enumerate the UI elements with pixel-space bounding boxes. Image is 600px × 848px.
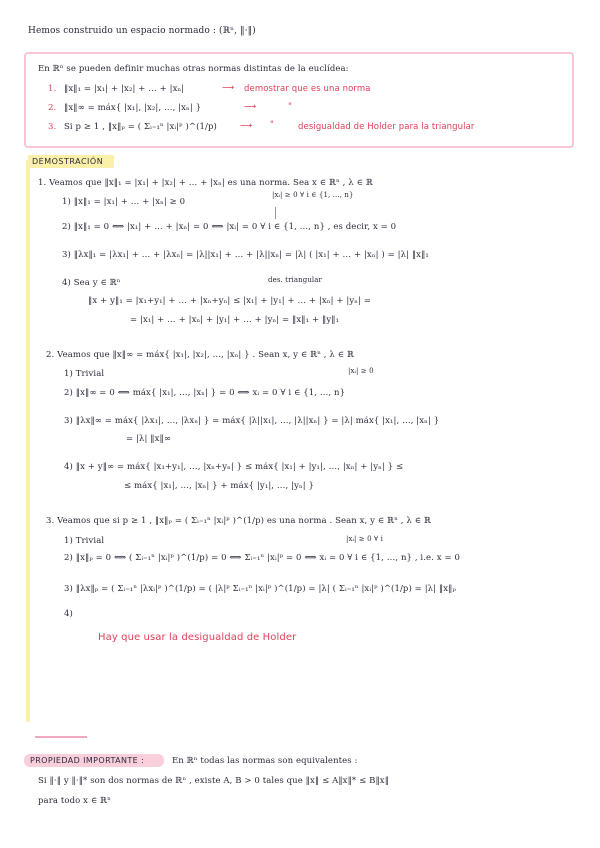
item-1-number: 1.	[48, 84, 57, 94]
s1-line-2: 2) ‖x‖₁ = 0 ⟺ |x₁| + … + |xₙ| = 0 ⟺ |xᵢ| = 0 ∀ i ∈ {1, …, n} , es decir, x = 0	[62, 222, 397, 232]
s1-down-arrow	[275, 207, 276, 219]
s3-l2-note: |xᵢ| ≥ 0 ∀ i	[346, 535, 383, 543]
s3-line-2: 2) ‖x‖ₚ = 0 ⟺ ( Σᵢ₌₁ⁿ |xᵢ|ᵖ )^(1/p) = 0 ⟺ Σᵢ₌₁ⁿ |xᵢ|ᵖ = 0 ⟺ xᵢ = 0 ∀ i ∈ {1, …, n} , i.e. x = 0	[64, 553, 461, 563]
page-title: Hemos construido un espacio normado : (ℝⁿ, ‖·‖)	[28, 26, 256, 36]
s2-line-1: 1) Trivial	[64, 369, 105, 379]
separator-line	[35, 736, 87, 738]
item-3-number: 3.	[48, 122, 57, 132]
item-3-formula: Si p ≥ 1 , ‖x‖ₚ = ( Σᵢ₌₁ⁿ |xᵢ|ᵖ )^(1/p)	[64, 122, 217, 132]
holder-remark: Hay que usar la desigualdad de Holder	[98, 632, 297, 643]
s1-line-4b: ‖x + y‖₁ = |x₁+y₁| + … + |xₙ+yₙ| ≤ |x₁| + |y₁| + … + |xₙ| + |yₙ| =	[88, 296, 371, 306]
box-intro: En ℝⁿ se pueden definir muchas otras normas distintas de la euclídea:	[38, 64, 349, 74]
item-1-arrow: ⟶	[222, 83, 235, 93]
s1-l1-note: |xᵢ| ≥ 0 ∀ i ∈ {1, …, n}	[272, 191, 354, 199]
property-heading: PROPIEDAD IMPORTANTE :	[30, 756, 145, 765]
s1-line-3: 3) ‖λx‖₁ = |λx₁| + … + |λxₙ| = |λ||x₁| + … + |λ||xₙ| = |λ| ( |x₁| + … + |xₙ| ) = |λ| ‖x‖₁	[62, 250, 429, 260]
property-line-3: para todo x ∈ ℝⁿ	[38, 796, 111, 806]
s1-intro: 1. Veamos que ‖x‖₁ = |x₁| + |x₂| + … + |xₙ| es una norma. Sea x ∈ ℝⁿ , λ ∈ ℝ	[38, 178, 373, 188]
s1-line-4c: = |x₁| + … + |xₙ| + |y₁| + … + |yₙ| = ‖x‖₁ + ‖y‖₁	[130, 315, 340, 325]
s1-line-1: 1) ‖x‖₁ = |x₁| + … + |xₙ| ≥ 0	[62, 197, 186, 207]
s2-line-2: 2) ‖x‖∞ = 0 ⟺ máx{ |x₁|, …, |xₙ| } = 0 ⟺ xᵢ = 0 ∀ i ∈ {1, …, n}	[64, 388, 346, 398]
item-3-arrow: ⟶	[240, 121, 253, 131]
s1-l4-note: des. triangular	[268, 276, 322, 284]
s2-l2-note: |xᵢ| ≥ 0	[348, 367, 374, 375]
s1-line-4a: 4) Sea y ∈ ℝⁿ	[62, 278, 121, 288]
s2-line-3b: = |λ| ‖x‖∞	[126, 434, 172, 444]
demo-heading: DEMOSTRACIÓN	[32, 157, 104, 166]
s2-intro: 2. Veamos que ‖x‖∞ = máx{ |x₁|, |x₂|, …, |xₙ| } . Sean x, y ∈ ℝⁿ , λ ∈ ℝ	[46, 350, 355, 360]
s2-line-4b: ≤ máx{ |x₁|, …, |xₙ| } + máx{ |y₁|, …, |yₙ| }	[124, 481, 315, 491]
item-1-note: demostrar que es una norma	[244, 84, 371, 94]
item-2-number: 2.	[48, 103, 57, 113]
s3-line-1: 1) Trivial	[64, 536, 105, 546]
s2-line-3a: 3) ‖λx‖∞ = máx{ |λx₁|, …, |λxₙ| } = máx{ |λ||x₁|, …, |λ||xₙ| } = |λ| máx{ |x₁|, …, |xₙ| }	[64, 416, 440, 426]
s3-line-3: 3) ‖λx‖ₚ = ( Σᵢ₌₁ⁿ |λxᵢ|ᵖ )^(1/p) = ( |λ|ᵖ Σᵢ₌₁ⁿ |xᵢ|ᵖ )^(1/p) = |λ| ( Σᵢ₌₁ⁿ |xᵢ|ᵖ )^(1/p) = |λ| ‖x‖ₚ	[64, 584, 457, 594]
item-2-formula: ‖x‖∞ = máx{ |x₁|, |x₂|, …, |xₙ| }	[64, 103, 202, 113]
item-2-arrow: ⟶	[244, 102, 257, 112]
item-1-formula: ‖x‖₁ = |x₁| + |x₂| + … + |xₙ|	[64, 84, 185, 94]
item-3-note: "	[270, 120, 275, 130]
property-line-2: Si ‖·‖ y ‖·‖* son dos normas de ℝⁿ , existe A, B > 0 tales que ‖x‖ ≤ A‖x‖* ≤ B‖x‖	[38, 776, 390, 786]
item-2-note: "	[288, 102, 293, 112]
s2-line-4a: 4) ‖x + y‖∞ = máx{ |x₁+y₁|, …, |xₙ+yₙ| } ≤ máx{ |x₁| + |y₁|, …, |xₙ| + |yₙ| } ≤	[64, 462, 404, 472]
property-line-1: En ℝⁿ todas las normas son equivalentes :	[172, 756, 358, 766]
margin-line	[26, 160, 30, 722]
s3-intro: 3. Veamos que si p ≥ 1 , ‖x‖ₚ = ( Σᵢ₌₁ⁿ |xᵢ|ᵖ )^(1/p) es una norma . Sean x, y ∈ ℝⁿ , λ ∈ ℝ	[46, 516, 432, 526]
s3-line-4: 4)	[64, 609, 73, 619]
item-3-holder-note: desigualdad de Holder para la triangular	[298, 122, 475, 132]
